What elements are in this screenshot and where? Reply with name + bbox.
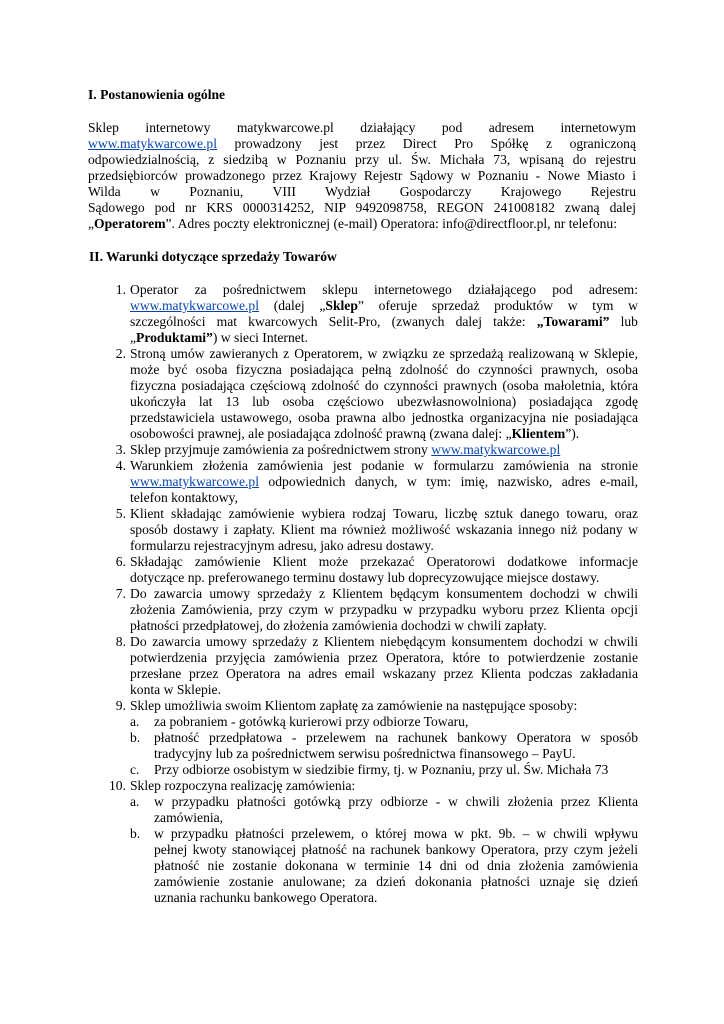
item-number: 8.	[115, 634, 126, 649]
terms-list	[109, 282, 638, 906]
list-item: 5. Klient składając zamówienie wybiera rodzaj Towaru, liczbę sztuk danego towaru, oraz sposób dostawy i zapłaty. Klient ma również możliwość wskazania innego niż podany w formularzu rejestracyjnym adresu, jako adresu dostawy.	[130, 506, 638, 554]
website-link[interactable]: www.matykwarcowe.pl	[130, 298, 259, 313]
item-number: 7.	[115, 586, 126, 601]
text-line: „Operatorem”. Adres poczty elektronicznej (e-mail) Operatora: info@directfloor.pl, nr telefonu:	[88, 216, 618, 231]
text-line: przedsiębiorców prowadzonego przez Krajowy Rejestr Sądowy w Poznaniu - Nowe Miasto i	[88, 168, 636, 183]
text-line: www.matykwarcowe.pl prowadzony jest przez Direct Pro Spółkę z ograniczoną	[88, 136, 636, 151]
item-number: 1.	[115, 282, 126, 297]
text-line: odpowiedzialnością, z siedzibą w Poznaniu przy ul. Św. Michała 73, wpisaną do rejestru	[88, 152, 636, 167]
sub-list-item: a. w przypadku płatności gotówką przy odbiorze - w chwili złożenia przez Klienta zamówienia,	[130, 794, 638, 825]
section-1-heading: I. Postanowienia ogólne	[88, 87, 226, 102]
section-2-heading: II. Warunki dotyczące sprzedaży Towarów	[89, 249, 337, 264]
sub-item-letter: a.	[130, 714, 140, 729]
sub-item-letter: b.	[130, 730, 141, 745]
sub-item-letter: c.	[130, 762, 140, 777]
list-item: 3. Sklep przyjmuje zamówienia za pośrednictwem strony www.matykwarcowe.pl	[130, 442, 638, 458]
item-number: 5.	[115, 506, 126, 521]
item-number: 2.	[115, 346, 126, 361]
list-item: 7. Do zawarcia umowy sprzedaży z Klientem będącym konsumentem dochodzi w chwili złożenia Zamówienia, przy czym w przypadku w przypadku wyboru przez Klienta opcji płatności przedpłatowej, do złożenia zamówienia dochodzi w chwili zapłaty.	[130, 586, 638, 634]
list-item: 10. Sklep rozpoczyna realizację zamówienia: a. w przypadku płatności gotówką przy odbiorze - w chwili złożenia przez Klienta zamówienia, b. w przypadku płatności przelewem, o której mowa w pkt. 9b. – w chwili wpływu pełnej kwoty stanowiącej płatność na rachunek bankowy Operatora, przy czym jeżeli płatność nie zostanie dokonana w terminie 14 dni od dnia złożenia zamówienia zamówienie zostanie anulowane; za dzień dokonania płatności uznaje się dzień uznania rachunku bankowego Operatora.	[130, 778, 638, 906]
list-item: 2. Stroną umów zawieranych z Operatorem, w związku ze sprzedażą realizowaną w Sklepie, może być osoba fizyczna posiadająca pełną zdolność do czynności prawnych, osoba fizyczna posiadająca częściową zdolność do czynności prawnych (osoba małoletnia, która ukończyła lat 13 lub osoba częściowo ubezwłasnowolniona) posiadająca zgodę przedstawiciela ustawowego, osoba prawna albo jednostka organizacyjna nie posiadająca osobowości prawnej, ale posiadająca zdolność prawną (zwana dalej: „Klientem”).	[130, 346, 638, 442]
list-item: 4. Warunkiem złożenia zamówienia jest podanie w formularzu zamówienia na stronie www.matykwarcowe.pl odpowiednich danych, w tym: imię, nazwisko, adres e-mail, telefon kontaktowy,	[130, 458, 638, 506]
sub-item-letter: b.	[130, 826, 141, 841]
list-item: 9. Sklep umożliwia swoim Klientom zapłatę za zamówienie na następujące sposoby: a. za pobraniem - gotówką kurierowi przy odbiorze Towaru, b. płatność przedpłatowa - przelewem na rachunek bankowy Operatora w sposób tradycyjny lub za pośrednictwem serwisu pośrednictwa finansowego – PayU. c. Przy odbiorze osobistym w siedzibie firmy, tj. w Poznaniu, przy ul. Św. Michała 73	[130, 698, 638, 778]
list-item: 1. Operator za pośrednictwem sklepu internetowego działającego pod adresem: www.matykwarcowe.pl (dalej „Sklep” oferuje sprzedaż produktów w tym w szczególności mat kwarcowych Selit-Pro, (zwanych dalej także: „Towarami” lub „Produktami”) w sieci Internet.	[130, 282, 638, 346]
item-number: 6.	[115, 554, 126, 569]
item-number: 9.	[115, 698, 126, 713]
section-1-paragraph	[88, 120, 636, 232]
sub-list-item: b. w przypadku płatności przelewem, o której mowa w pkt. 9b. – w chwili wpływu pełnej kwoty stanowiącej płatność na rachunek bankowy Operatora, przy czym jeżeli płatność nie zostanie dokonana w terminie 14 dni od dnia złożenia zamówienia zamówienie zostanie anulowane; za dzień dokonania płatności uznaje się dzień uznania rachunku bankowego Operatora.	[130, 826, 638, 905]
website-link[interactable]: www.matykwarcowe.pl	[88, 136, 217, 151]
website-link[interactable]: www.matykwarcowe.pl	[130, 474, 259, 489]
sub-list-item: a. za pobraniem - gotówką kurierowi przy odbiorze Towaru,	[130, 714, 469, 729]
item-number: 4.	[115, 458, 126, 473]
text-line: Sklep internetowy matykwarcowe.pl działający pod adresem internetowym	[88, 120, 636, 135]
website-link[interactable]: www.matykwarcowe.pl	[431, 442, 561, 457]
sub-list-item: b. płatność przedpłatowa - przelewem na rachunek bankowy Operatora w sposób tradycyjny lub za pośrednictwem serwisu pośrednictwa finansowego – PayU.	[130, 730, 638, 761]
item-number: 3.	[115, 442, 126, 457]
text-line: Wilda w Poznaniu, VIII Wydział Gospodarczy Krajowego Rejestru	[88, 184, 636, 199]
sub-item-letter: a.	[130, 794, 140, 809]
item-number: 10.	[109, 778, 126, 793]
text-line: Sądowego pod nr KRS 0000314252, NIP 9492098758, REGON 241008182 zwaną dalej	[88, 200, 636, 215]
sub-list-item: c. Przy odbiorze osobistym w siedzibie firmy, tj. w Poznaniu, przy ul. Św. Michała 73	[130, 762, 609, 777]
list-item: 6. Składając zamówienie Klient może przekazać Operatorowi dodatkowe informacje dotyczące np. preferowanego terminu dostawy lub doprecyzowujące miejsce dostawy.	[130, 554, 638, 586]
list-item: 8. Do zawarcia umowy sprzedaży z Klientem niebędącym konsumentem dochodzi w chwili potwierdzenia przyjęcia zamówienia przez Operatora, które to potwierdzenie zostanie przesłane przez Operatora na adres email wskazany przez Klienta podczas zakładania konta w Sklepie.	[130, 634, 638, 698]
